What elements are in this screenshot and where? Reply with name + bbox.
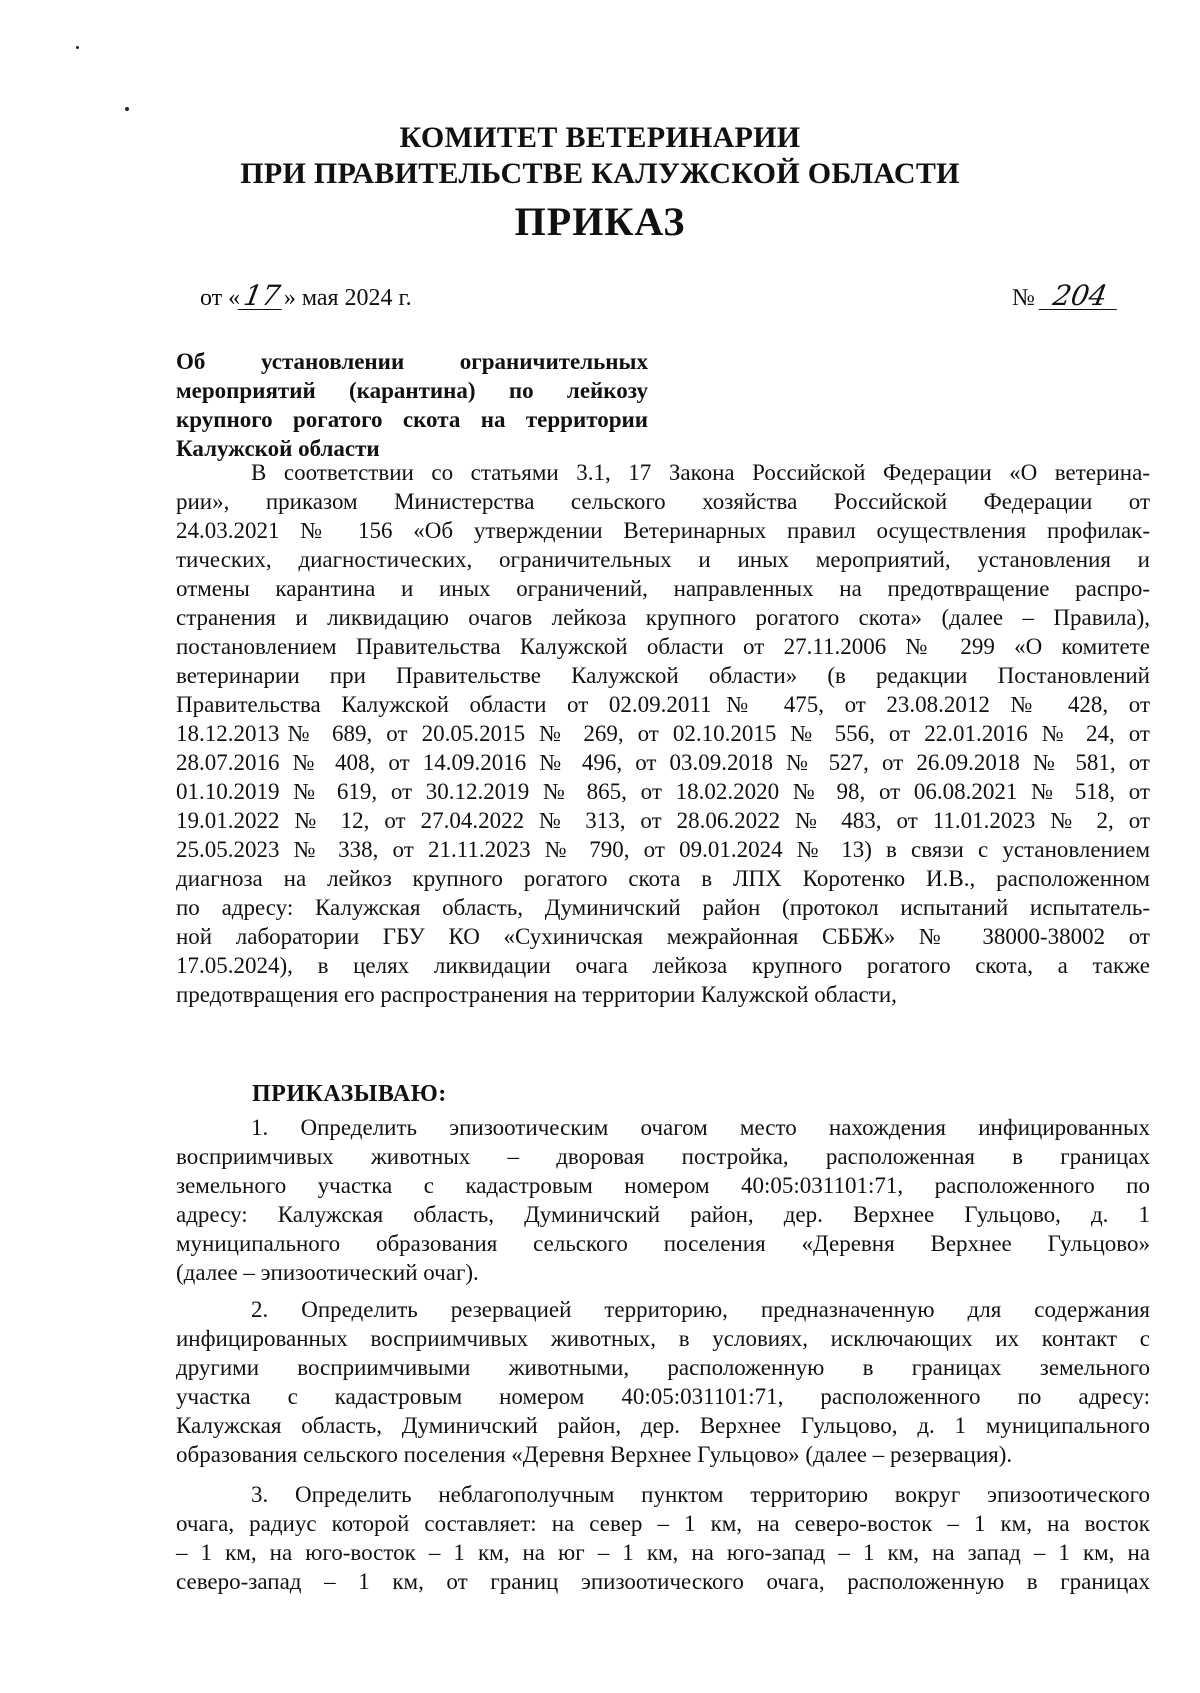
subject-line: крупного рогатого скота на территории (176, 407, 648, 432)
text-line: 19.01.2022 № 12, от 27.04.2022 № 313, от 28.06.2022 № 483, от 11.01.2023 № 2, от (176, 808, 1150, 833)
text-line: (далее – эпизоотический очаг). (176, 1260, 479, 1285)
order-number (1012, 279, 1119, 313)
handwritten-day: 17 (238, 283, 286, 310)
committee-name-line1: КОМИТЕТ ВЕТЕРИНАРИИ (399, 121, 801, 154)
subject-line: мероприятий (карантина) по лейкозу (176, 378, 648, 403)
scan-speck (125, 107, 129, 111)
text-line: участка с кадастровым номером 40:05:031101:71, расположенного по адресу: (176, 1384, 1150, 1409)
preamble-paragraph (176, 458, 1150, 1009)
text-line: – 1 км, на юго-восток – 1 км, на юг – 1 км, на юго-запад – 1 км, на запад – 1 км, на (176, 1540, 1150, 1565)
date-prefix: от « (200, 285, 241, 311)
text-line: тических, диагностических, ограничительных и иных мероприятий, установления и (176, 547, 1150, 572)
text-line: по адресу: Калужская область, Думиничский район (протокол испытаний испытатель- (176, 895, 1150, 920)
text-line: образования сельского поселения «Деревня Верхнее Гульцово» (далее – резервация). (176, 1442, 1013, 1467)
text-line: ветеринарии при Правительстве Калужской области» (в редакции Постановлений (176, 663, 1150, 688)
subject-line: Калужской области (176, 436, 380, 461)
text-line: предотвращения его распространения на территории Калужской области, (176, 982, 897, 1007)
text-line: 2. Определить резервацией территорию, предназначенную для содержания (251, 1297, 1150, 1322)
text-line: 17.05.2024), в целях ликвидации очага лейкоза крупного рогатого скота, а также (176, 953, 1150, 978)
text-line: постановлением Правительства Калужской области от 27.11.2006 № 299 «О комитете (176, 634, 1150, 659)
text-line: В соответствии со статьями 3.1, 17 Закона Российской Федерации «О ветерина- (251, 460, 1150, 485)
text-line: муниципального образования сельского поселения «Деревня Верхнее Гульцово» (176, 1231, 1150, 1256)
item-3-paragraph (176, 1480, 1150, 1596)
text-line: восприимчивых животных – дворовая постройка, расположенная в границах (176, 1144, 1150, 1169)
order-directive-word: ПРИКАЗЫВАЮ: (252, 1081, 447, 1107)
text-line: очага, радиус которой составляет: на север – 1 км, на северо-восток – 1 км, на восток (176, 1511, 1150, 1536)
item-1-paragraph (176, 1113, 1150, 1287)
document-type-title: ПРИКАЗ (514, 199, 686, 244)
number-prefix: № (1012, 285, 1035, 311)
text-line: 1. Определить эпизоотическим очагом место нахождения инфицированных (251, 1115, 1150, 1140)
text-line: диагноза на лейкоз крупного рогатого скота в ЛПХ Коротенко И.В., расположенном (176, 866, 1150, 891)
text-line: Калужская область, Думиничский район, дер. Верхнее Гульцово, д. 1 муниципального (176, 1413, 1150, 1438)
item-2-paragraph (176, 1295, 1150, 1469)
text-line: северо-запад – 1 км, от границ эпизоотического очага, расположенную в границах (176, 1569, 1150, 1594)
text-line: земельного участка с кадастровым номером 40:05:031101:71, расположенного по (176, 1173, 1150, 1198)
order-date (200, 279, 412, 313)
text-line: 28.07.2016 № 408, от 14.09.2016 № 496, от 03.09.2018 № 527, от 26.09.2018 № 581, от (176, 750, 1150, 775)
text-line: ной лаборатории ГБУ КО «Сухиничская межрайонная СББЖ» № 38000-38002 от (176, 924, 1150, 949)
text-line: 01.10.2019 № 619, от 30.12.2019 № 865, от 18.02.2020 № 98, от 06.08.2021 № 518, от (176, 779, 1150, 804)
text-line: другими восприимчивыми животными, расположенную в границах земельного (176, 1355, 1150, 1380)
scan-speck (76, 46, 79, 49)
text-line: инфицированных восприимчивых животных, в условиях, исключающих их контакт с (176, 1326, 1150, 1351)
committee-name-line2: ПРИ ПРАВИТЕЛЬСТВЕ КАЛУЖСКОЙ ОБЛАСТИ (240, 157, 960, 190)
order-subject (176, 347, 648, 463)
text-line: адресу: Калужская область, Думиничский район, дер. Верхнее Гульцово, д. 1 (176, 1202, 1150, 1227)
text-line: 24.03.2021 № 156 «Об утверждении Ветеринарных правил осуществления профилак- (176, 518, 1150, 543)
text-line: 18.12.2013№ 689, от 20.05.2015 № 269, от 02.10.2015 № 556, от 22.01.2016 № 24, от (176, 721, 1150, 746)
text-line: странения и ликвидацию очагов лейкоза крупного рогатого скота» (далее – Правила), (176, 605, 1150, 630)
text-line: рии», приказом Министерства сельского хозяйства Российской Федерации от (176, 489, 1150, 514)
text-line: Правительства Калужской области от 02.09.2011№ 475, от 23.08.2012 № 428, от (176, 692, 1150, 717)
handwritten-number: 204 (1039, 283, 1122, 310)
text-line: 25.05.2023 № 338, от 21.11.2023 № 790, от 09.01.2024 № 13) в связи с установлением (176, 837, 1150, 862)
subject-line: Об установлении ограничительных (176, 349, 648, 374)
text-line: 3. Определить неблагополучным пунктом территорию вокруг эпизоотического (251, 1482, 1150, 1507)
date-suffix: » мая 2024 г. (283, 285, 412, 311)
text-line: отмены карантина и иных ограничений, направленных на предотвращение распро- (176, 576, 1150, 601)
